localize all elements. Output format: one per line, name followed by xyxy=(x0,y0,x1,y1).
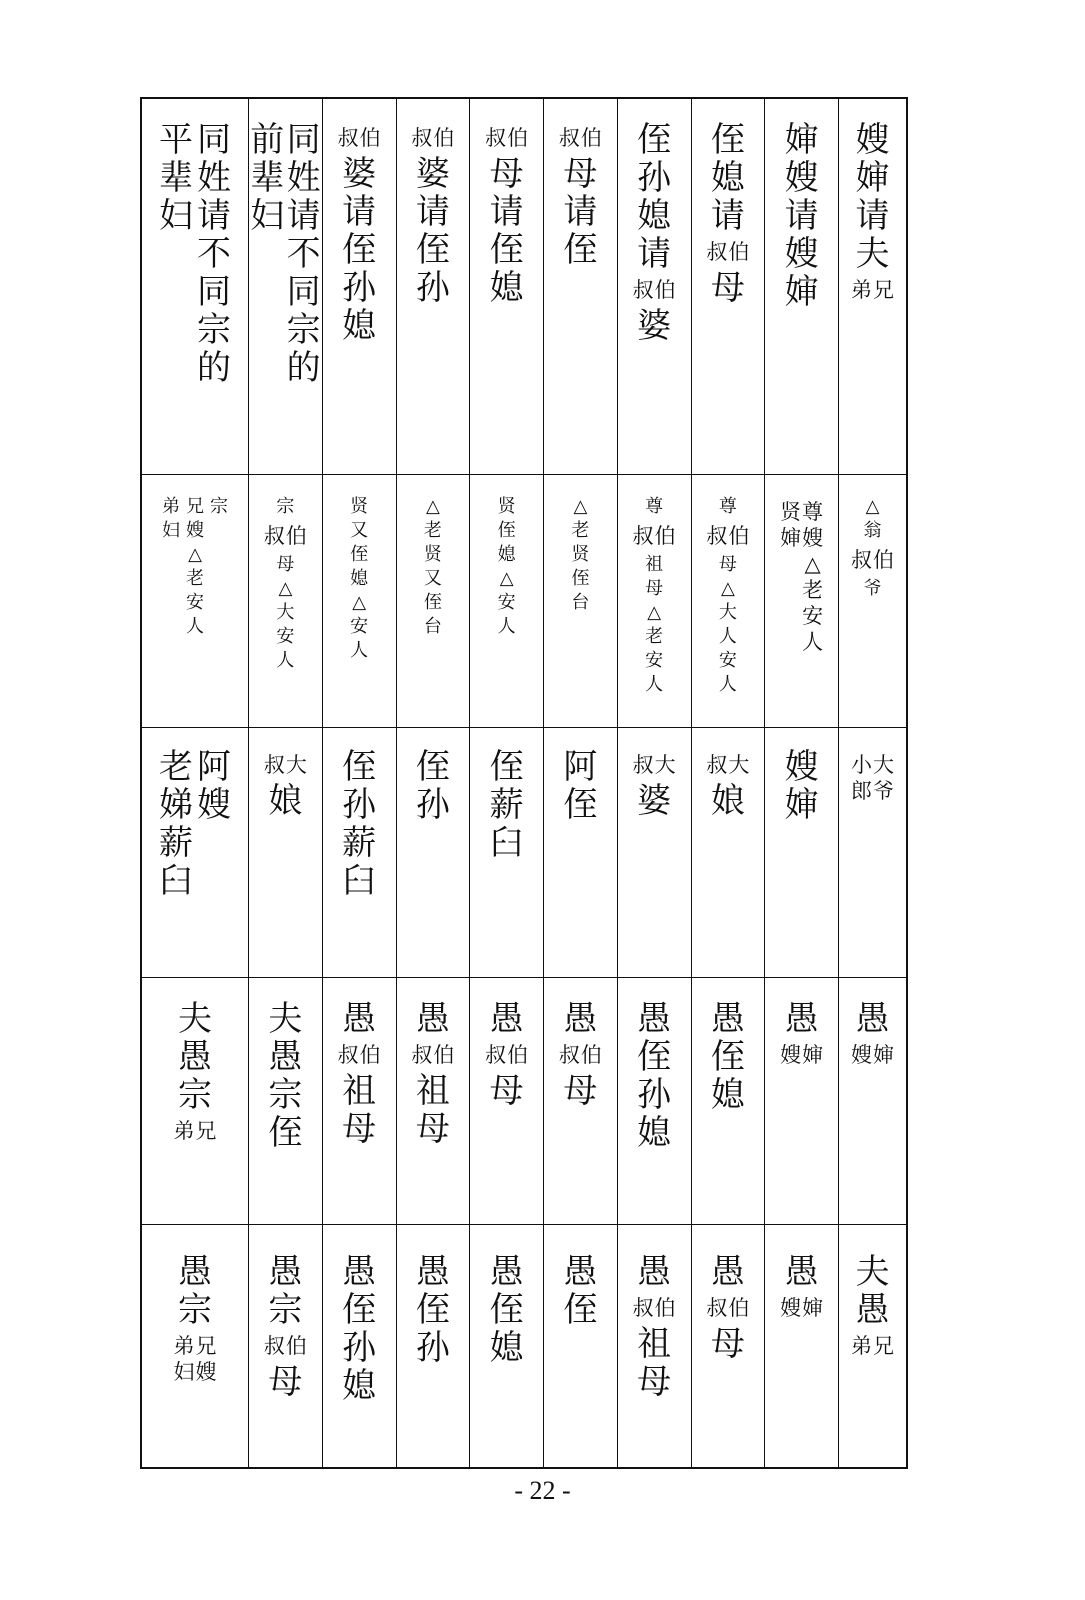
twin-line-text: 伯 xyxy=(285,524,307,548)
cell-text xyxy=(337,121,381,345)
small-twin-line xyxy=(263,752,307,778)
cell-text xyxy=(851,1253,895,1363)
text-line: 婆 请 侄 孙 媳 xyxy=(342,154,377,346)
small-twin-line xyxy=(851,277,895,303)
small-twin-line xyxy=(632,277,676,303)
text-line: 母 请 侄 xyxy=(563,154,598,270)
twin-line-text: 叔 xyxy=(632,753,654,777)
twin-line-text: 小 郎 xyxy=(851,753,872,803)
cell-text xyxy=(851,1000,895,1072)
text-line: 娘 xyxy=(268,781,303,821)
text-line: 宗 xyxy=(210,496,228,517)
twin-line-text: 大 xyxy=(728,753,750,777)
twin-line-text: 叔 xyxy=(706,753,728,777)
table-cell xyxy=(322,474,396,727)
text-line: 尊 xyxy=(645,496,664,517)
table-cell xyxy=(396,1224,470,1467)
text-line: 同 姓 请 不 同 宗 的 xyxy=(197,120,231,388)
text-line: 愚 xyxy=(415,999,450,1039)
cell-text xyxy=(495,495,519,639)
text-line: 尊 xyxy=(718,496,737,517)
text-line: 母 △ 大 人 安 人 xyxy=(718,554,737,695)
table-cell xyxy=(248,474,322,727)
twin-line-text: 伯 xyxy=(873,548,894,572)
twin-line-text: 伯 xyxy=(507,126,529,150)
small-twin-line xyxy=(706,239,750,265)
table-cell xyxy=(838,99,906,474)
twin-line-text: 弟 妇 xyxy=(173,1334,195,1384)
cell-text xyxy=(411,121,455,307)
text-line: 贤 又 侄 媳 △ 安 人 xyxy=(350,496,369,661)
table-cell xyxy=(691,727,765,977)
cell-text xyxy=(632,748,676,820)
table-cell xyxy=(543,1224,617,1467)
twin-line-text: 叔 xyxy=(263,753,285,777)
twin-line-text: 伯 xyxy=(285,1334,307,1358)
twin-line-text: 叔 xyxy=(411,126,433,150)
twin-line-text: 婶 xyxy=(802,1043,824,1067)
small-twin-line xyxy=(485,1042,529,1068)
twin-line-text: 叔 xyxy=(485,1043,507,1067)
twin-line-text: 兄 嫂 xyxy=(195,1334,217,1384)
twin-line-text: 叔 xyxy=(337,126,359,150)
twin-line-text: 弟 xyxy=(851,278,872,302)
text-line: 愚 宗 xyxy=(178,1252,212,1330)
table-cell xyxy=(838,727,906,977)
page-number: - 22 - xyxy=(514,1476,571,1505)
text-line: 嫂 婶 请 夫 xyxy=(855,120,890,274)
cell-text xyxy=(561,1253,599,1329)
cell-text xyxy=(337,1000,381,1148)
text-line: 愚 xyxy=(637,1252,672,1292)
cell-text xyxy=(485,1000,529,1110)
cell-text xyxy=(851,748,895,808)
twin-line-text: 弟 xyxy=(173,1119,195,1143)
small-twin-line xyxy=(706,1295,750,1321)
cell-text xyxy=(263,495,307,673)
table-cell xyxy=(396,474,470,727)
table-cell xyxy=(764,474,838,727)
twin-line-text: 叔 xyxy=(851,548,872,572)
cell-text xyxy=(568,495,592,615)
text-line: △ 老 贤 侄 台 xyxy=(571,496,590,613)
text-line: 母 xyxy=(489,1071,524,1111)
twin-line-text: 兄 xyxy=(873,278,894,302)
cell-text xyxy=(635,1000,673,1152)
cell-text xyxy=(706,748,750,820)
twin-line-text: 叔 xyxy=(706,240,728,264)
cell-text xyxy=(706,121,750,307)
cell-text xyxy=(266,1000,304,1152)
twin-line-text: 贤 婶 xyxy=(780,500,802,550)
cell-text xyxy=(414,1253,452,1367)
table-cell xyxy=(764,99,838,474)
cell-text xyxy=(347,495,371,663)
cell-text xyxy=(632,1253,676,1401)
text-line: 宗 xyxy=(276,496,295,517)
cell-text xyxy=(561,748,599,824)
small-twin-line xyxy=(337,125,381,151)
small-twin-line xyxy=(411,125,455,151)
table-cell xyxy=(322,977,396,1224)
small-twin-line xyxy=(337,1042,381,1068)
twin-line-text: 嫂 xyxy=(851,1043,872,1067)
small-twin-line xyxy=(632,1295,676,1321)
cell-text xyxy=(783,121,821,311)
text-line: 侄 薪 臼 xyxy=(489,747,524,863)
twin-line-text: 嫂 xyxy=(780,1043,802,1067)
twin-line-text: 伯 xyxy=(580,126,602,150)
text-line: 爷 xyxy=(863,578,882,599)
text-line: 祖 母 xyxy=(415,1071,450,1149)
text-line: △ 老 贤 又 侄 台 xyxy=(423,496,442,637)
text-line: 愚 侄 孙 媳 xyxy=(637,999,672,1153)
twin-line-text: 叔 xyxy=(337,1043,359,1067)
cell-text xyxy=(263,748,307,820)
table-cell xyxy=(248,1224,322,1467)
table-cell xyxy=(248,99,322,474)
table-cell xyxy=(322,99,396,474)
small-twin-line xyxy=(706,752,750,778)
table-cell xyxy=(764,977,838,1224)
twin-line-text: 叔 xyxy=(411,1043,433,1067)
small-twin-line xyxy=(558,125,602,151)
text-line: 愚 侄 媳 xyxy=(710,999,745,1115)
text-line: 娘 xyxy=(710,781,745,821)
text-line: 婶 嫂 请 嫂 婶 xyxy=(784,120,819,312)
table-cell xyxy=(617,474,691,727)
cell-text xyxy=(485,121,529,307)
table-cell xyxy=(764,727,838,977)
table-cell xyxy=(617,99,691,474)
table-cell xyxy=(617,977,691,1224)
small-twin-line xyxy=(173,1333,217,1385)
text-line: 愚 宗 xyxy=(268,1252,303,1330)
text-line: 母 xyxy=(710,1324,745,1364)
table-cell xyxy=(469,474,543,727)
small-twin-line xyxy=(780,1295,824,1321)
twin-line-text: 叔 xyxy=(706,524,728,548)
small-twin-line xyxy=(780,499,824,655)
text-line: 前 辈 妇 xyxy=(250,120,285,236)
cell-text xyxy=(340,748,378,900)
text-line: 愚 xyxy=(784,999,819,1039)
text-line: 侄 孙 媳 请 xyxy=(637,120,672,274)
text-line: 婆 xyxy=(637,306,672,346)
table-cell xyxy=(322,1224,396,1467)
twin-line-text: 伯 xyxy=(654,524,676,548)
twin-line-text: 伯 xyxy=(728,1296,750,1320)
cell-text xyxy=(709,1000,747,1114)
table-cell xyxy=(543,977,617,1224)
table-cell xyxy=(248,977,322,1224)
small-twin-line xyxy=(263,523,307,549)
twin-line-text: 叔 xyxy=(263,1334,285,1358)
cell-text xyxy=(421,495,445,639)
text-line: 侄 孙 xyxy=(415,747,450,825)
table-cell xyxy=(469,99,543,474)
small-twin-line xyxy=(851,1333,895,1359)
text-line: 夫 愚 宗 xyxy=(178,999,212,1115)
twin-line-text: 叔 xyxy=(263,524,285,548)
table-cell xyxy=(838,474,906,727)
text-line: 同 姓 请 不 同 宗 的 xyxy=(286,120,321,388)
text-line: 平 辈 妇 xyxy=(159,120,193,236)
small-twin-line xyxy=(851,547,895,573)
table-cell xyxy=(396,99,470,474)
text-line: 阿 侄 xyxy=(563,747,598,825)
table-cell xyxy=(142,1224,248,1467)
cell-text xyxy=(632,121,676,345)
cell-text xyxy=(780,1253,824,1325)
text-line: 母 xyxy=(563,1071,598,1111)
table-cell xyxy=(543,99,617,474)
table-cell xyxy=(691,977,765,1224)
text-line: 祖 母 xyxy=(637,1324,672,1402)
table-cell xyxy=(543,474,617,727)
kinship-address-table xyxy=(140,97,908,1469)
text-line: 母 xyxy=(268,1362,303,1402)
table-cell xyxy=(838,977,906,1224)
text-line: 夫 愚 xyxy=(855,1252,890,1330)
table-cell xyxy=(838,1224,906,1467)
table-cell xyxy=(248,727,322,977)
twin-line-text: 兄 xyxy=(873,1334,894,1358)
twin-line-text: 弟 xyxy=(851,1334,872,1358)
table-cell xyxy=(396,977,470,1224)
small-twin-line xyxy=(706,523,750,549)
text-line: 愚 侄 媳 xyxy=(489,1252,524,1368)
twin-line-text: 伯 xyxy=(728,240,750,264)
text-line: 侄 孙 薪 臼 xyxy=(342,747,377,901)
table-cell xyxy=(142,99,248,474)
twin-line-text: 伯 xyxy=(433,126,455,150)
twin-line-text: 伯 xyxy=(359,126,381,150)
text-line: 弟 妇 xyxy=(162,496,180,541)
cell-text xyxy=(558,121,602,269)
text-line: 婆 请 侄 孙 xyxy=(415,154,450,308)
cell-text xyxy=(783,748,821,824)
twin-line-text: 婶 xyxy=(873,1043,894,1067)
small-twin-line xyxy=(632,752,676,778)
twin-line-text: 大 xyxy=(285,753,307,777)
small-twin-line xyxy=(851,1042,895,1068)
twin-line-text: 伯 xyxy=(654,1296,676,1320)
twin-line-text: 伯 xyxy=(728,524,750,548)
table-cell xyxy=(142,727,248,977)
text-line: 贤 侄 媳 △ 安 人 xyxy=(497,496,516,637)
table-cell xyxy=(691,474,765,727)
table-cell xyxy=(469,1224,543,1467)
text-line: 兄 嫂 △ 老 安 人 xyxy=(186,496,204,637)
small-twin-line xyxy=(632,523,676,549)
text-line: 婆 xyxy=(637,781,672,821)
small-twin-line xyxy=(263,1333,307,1359)
small-twin-line xyxy=(173,1118,217,1144)
cell-text xyxy=(632,495,676,697)
text-line: 夫 愚 宗 侄 xyxy=(268,999,303,1153)
twin-line-text: 尊 嫂 △ 老 安 人 xyxy=(802,500,824,654)
cell-text xyxy=(173,1253,217,1389)
cell-text xyxy=(411,1000,455,1148)
cell-text xyxy=(706,495,750,697)
text-line: 愚 xyxy=(342,999,377,1039)
text-line: 愚 xyxy=(855,999,890,1039)
text-line: 愚 xyxy=(489,999,524,1039)
table-cell xyxy=(617,1224,691,1467)
cell-text xyxy=(340,1253,378,1405)
small-twin-line xyxy=(411,1042,455,1068)
cell-text xyxy=(173,1000,217,1148)
cell-text xyxy=(558,1000,602,1110)
text-line: 愚 侄 xyxy=(563,1252,598,1330)
text-line: 母 △ 大 安 人 xyxy=(276,554,295,671)
text-line: 愚 xyxy=(710,1252,745,1292)
small-twin-line xyxy=(485,125,529,151)
twin-line-text: 伯 xyxy=(580,1043,602,1067)
table-cell xyxy=(322,727,396,977)
table-cell xyxy=(617,727,691,977)
text-line: 嫂 婶 xyxy=(784,747,819,825)
table-cell xyxy=(469,727,543,977)
twin-line-text: 伯 xyxy=(433,1043,455,1067)
twin-line-text: 嫂 xyxy=(780,1296,802,1320)
table-cell xyxy=(691,1224,765,1467)
cell-text xyxy=(488,1253,526,1367)
table-cell xyxy=(691,99,765,474)
twin-line-text: 叔 xyxy=(632,524,654,548)
text-line: △ 翁 xyxy=(863,496,882,541)
twin-line-text: 婶 xyxy=(802,1296,824,1320)
cell-text xyxy=(706,1253,750,1363)
small-twin-line xyxy=(780,1042,824,1068)
cell-text xyxy=(263,1253,307,1401)
twin-line-text: 叔 xyxy=(632,1296,654,1320)
table-cell xyxy=(543,727,617,977)
text-line: 愚 侄 孙 媳 xyxy=(342,1252,377,1406)
text-line: 阿 嫂 xyxy=(197,747,231,825)
table-cell xyxy=(764,1224,838,1467)
twin-line-text: 伯 xyxy=(654,278,676,302)
twin-line-text: 叔 xyxy=(706,1296,728,1320)
twin-line-text: 伯 xyxy=(359,1043,381,1067)
text-line: 愚 xyxy=(784,1252,819,1292)
text-line: 母 xyxy=(710,268,745,308)
twin-line-text: 叔 xyxy=(558,1043,580,1067)
twin-line-text: 叔 xyxy=(632,278,654,302)
cell-text xyxy=(851,121,895,307)
text-line: 老 娣 薪 臼 xyxy=(159,747,193,901)
twin-line-text: 大 爷 xyxy=(873,753,894,803)
text-line: 侄 媳 请 xyxy=(710,120,745,236)
text-line: 祖 母 △ 老 安 人 xyxy=(645,554,664,695)
small-twin-line xyxy=(851,752,895,804)
twin-line-text: 叔 xyxy=(485,126,507,150)
cell-text xyxy=(488,748,526,862)
table-cell xyxy=(142,474,248,727)
cell-text xyxy=(780,1000,824,1072)
twin-line-text: 伯 xyxy=(507,1043,529,1067)
table-cell xyxy=(396,727,470,977)
cell-text xyxy=(414,748,452,824)
twin-line-text: 叔 xyxy=(558,126,580,150)
text-line: 祖 母 xyxy=(342,1071,377,1149)
cell-text xyxy=(851,495,895,601)
table-cell xyxy=(142,977,248,1224)
twin-line-text: 大 xyxy=(654,753,676,777)
text-line: 愚 侄 孙 xyxy=(415,1252,450,1368)
cell-text xyxy=(780,495,824,659)
table-cell xyxy=(469,977,543,1224)
small-twin-line xyxy=(558,1042,602,1068)
text-line: 愚 xyxy=(563,999,598,1039)
twin-line-text: 兄 xyxy=(195,1119,217,1143)
text-line: 母 请 侄 媳 xyxy=(489,154,524,308)
